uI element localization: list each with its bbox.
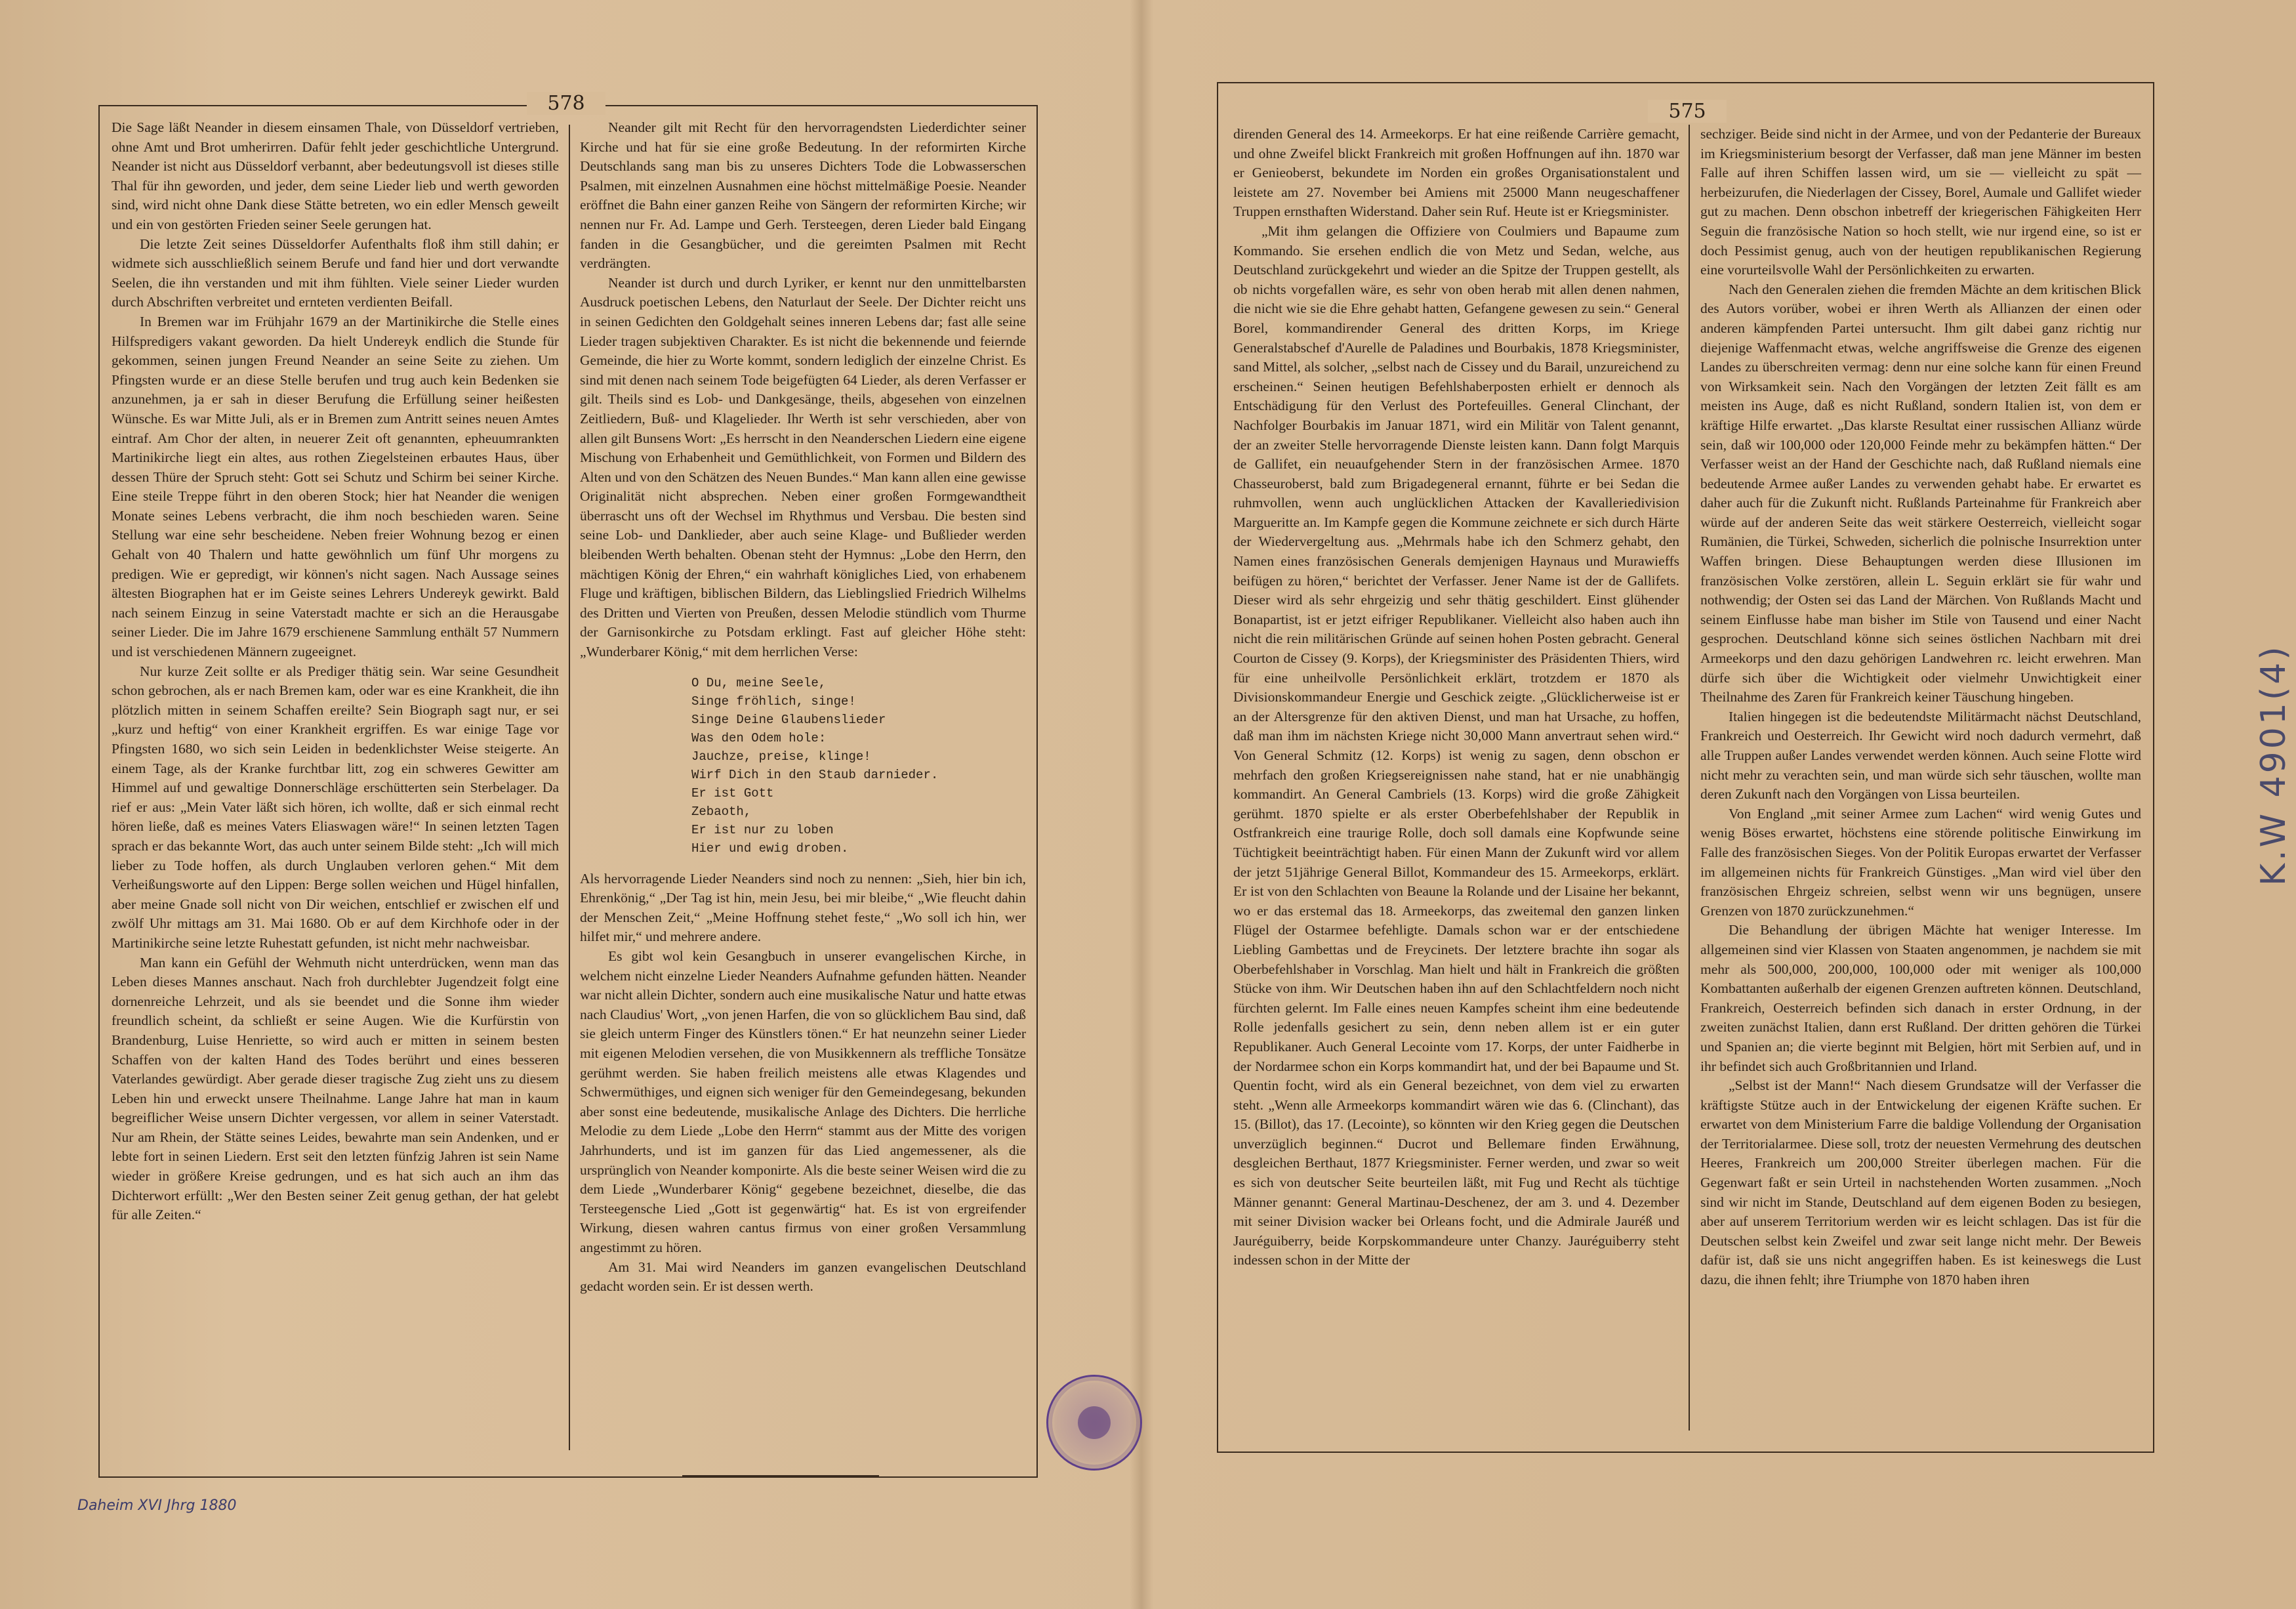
paragraph: Neander ist durch und durch Lyriker, er kennt nur den unmittelbarsten Ausdruck poetischen Lebens, den Naturlaut der Seele. Der Dichter reicht uns in seinen Gedichten den Goldgehalt seines inneren Lebens dar; fast alle seine Lieder tragen subjektiven Charakter. Es ist nicht die bekennende und feiernde Gemeinde, die hier zu Worte kommt, sondern lediglich der einzelne Christ. Es sind mit denen nach seinem Tode beigefügten 64 Lieder, als deren Verfasser er gilt. Theils sind es Lob- und Dankgesänge, theils, abgesehen von einzelnen Zeitliedern, Buß- und Klagelieder. Ihr Werth ist sehr verschieden, aber von allen gilt Bunsens Wort: „Es herrscht in den Neanderschen Liedern eine eigene Mischung von Erhabenheit und Gemüthlichkeit, von Formen und Bildern des Alten und von den Schätzen des Neuen Bundes.“ Man kann allen eine gewisse Originalität nicht absprechen. Neben einer großen Formgewandtheit überrascht uns oft der Wechsel im Rhythmus und Versbau. Die besten sind seine Lob- und Danklieder, aber auch seine Klage- und Bußlieder werden bleibenden Werth behalten. Obenan steht der Hymnus: „Lobe den Herrn, den mächtigen König der Ehren,“ ein wahrhaft königliches Lied, von erhabenem Fluge und kräftigen, biblischen Bildern, das Lieblingslied Friedrich Wilhelms des Dritten und Vierten von Preußen, dessen Melodie stündlich vom Thurme der Garnisonkirche zu Potsdam erklingt. Fast auf gleicher Höhe steht: „Wunderbarer König,“ mit dem herrlichen Verse:: [580, 274, 1026, 660]
center-fold: [1130, 0, 1153, 1609]
paragraph: Von England „mit seiner Armee zum Lachen“ wird wenig Gutes und wenig Böses erwartet, höchstens eine störende politische Einwirkung im Falle des französischen Sieges. Von der Politik Europas erwartet der Verfasser im allgemeinen nichts für Frankreich Günstiges. „Man wird viel über den französischen Ehrgeiz schreien, selbst wenn wir uns begnügen, unsere Grenzen von 1870 zurückzunehmen.“: [1700, 805, 2141, 919]
paragraph: Am 31. Mai wird Neanders im ganzen evangelischen Deutschland gedacht worden sein. Er ist dessen werth.: [580, 1259, 1026, 1295]
paragraph: Nach den Generalen ziehen die fremden Mächte an dem kritischen Blick des Autors vorüber, wobei er ihren Werth als Allianzen der einen oder anderen kämpfenden Partei untersucht. Ihm gilt dabei ganz richtig nur diejenige Waffenmacht etwas, welche angriffsweise die Grenze des eigenen Landes zu überschreiten vermag: denn nur eine solche kann für einen Freund von Wirksamkeit sein. Nach den Vorgängen der letzten Zeit fällt es am meisten ins Auge, daß es nicht Rußland, sondern Italien ist, von dem er kräftige Hilfe erwartet. „Das klarste Resultat einer russischen Allianz würde sein, daß wir 100,000 oder 120,000 Feinde mehr zu bekämpfen hätten.“ Der Verfasser weist an der Hand der Geschichte nach, daß Rußland niemals eine bedeutende Armee außer Landes zu verwenden gehabt habe. Er erwartet es daher auch für die Zukunft nicht. Rußlands Parteinahme für Frankreich aber würde auf der anderen Seite das weit stärkere Oesterreich, vielleicht sogar Rumänien, die Türkei, Schweden, sicherlich die polnische Insurrektion unter Waffen bringen. Diese Behauptungen werden diese Illusionen im französischen Volke zerstören, allein L. Seguin erklärt sie für wahr und nothwendig; der Osten sei das Land der Märchen. Von Rußlands Macht und seinem Einflusse habe man bisher im Stile von Tausend und einer Nacht gesprochen. Deutschland könne sich seines östlichen Nachbarn mit drei Armeekorps und den dazu gehörigen Landwehren rc. leicht erwehren. Man dürfe sich über die Wichtigkeit oder vielmehr Unwichtigkeit einer Theilnahme des Zaren für Frankreich keiner Täuschung hingeben.: [1700, 281, 2141, 705]
paragraph: In Bremen war im Frühjahr 1679 an der Martinikirche die Stelle eines Hilfspredigers vakant geworden. Da hielt Undereyk endlich die Stunde für gekommen, seinen jungen Freund Neander an seine Seite zu ziehen. Um Pfingsten wurde er an diese Stelle berufen und trug auch kein Bedenken sie anzunehmen, ja er sah in dieser Berufung die Erfüllung seiner heißesten Wünsche. Es war Mitte Juli, als er in Bremen zum Antritt seines neuen Amtes eintraf. Am Chor der alten, in neuerer Zeit oft genannten, epheuumrankten Martinikirche liegt ein altes, aus rothen Ziegelsteinen erbautes Haus, über dessen Thüre der Spruch steht: Gott sei Schutz und Schirm bei seiner Kirche. Eine steile Treppe führt in den oberen Stock; hier hat Neander die wenigen Monate seines Lebens verbracht, die ihm noch beschieden waren. Seine Stellung war eine sehr bescheidene. Neben freier Wohnung bezog er einen Gehalt von 40 Thalern und hatte gewöhnlich um fünf Uhr morgens zu predigen. Wie er gepredigt, wir können's nicht sagen. Nach Aussage seines ältesten Biographen hat er im Geiste seines Lehrers Undereyk gewirkt. Bald nach seinem Einzug in seine Vaterstadt machte er sich an die Herausgabe seiner Lieder. Die im Jahre 1679 erschienene Sammlung enthält 57 Nummern und ist verschiedenen Männern zugeeignet.: [112, 313, 559, 660]
paragraph: „Mit ihm gelangen die Offiziere von Coulmiers und Bapaume zum Kommando. Sie ersehen endlich die von Metz und Sedan, welche, aus Deutschland zurückgekehrt und wieder an die Spitze der Truppen gestellt, als ob nichts vorgefallen wäre, es sehr von oben herab mit allen denen nahmen, die nicht wie sie die Ehre gehabt hatten, Gefangene gewesen zu sein.“ General Borel, kommandirender General des dritten Korps, im Kriege Generalstabschef d'Aurelle de Paladines und Bourbakis, 1878 Kriegsminister, sand Mittel, als solcher, „selbst nach de Cissey und du Barail, unzureichend zu erscheinen.“ Seinen heutigen Befehlshaberposten erhielt er dennoch als Entschädigung für den Verlust des Portefeuilles. General Clinchant, der Nachfolger Bourbakis im Januar 1871, wird ein Militär von Talent genannt, der an zweiter Stelle hervorragende Dienste leisten kann. Dann folgt Marquis de Gallifet, ein neuaufgehender Stern in der französischen Armee. 1870 Chasseuroberst, bald zum Brigadegeneral ernannt, führte er bei Sedan die ruhmvollen, wenn auch unglücklichen Attacken der Kavalleriedivision Margueritte an. Im Kampfe gegen die Kommune zeichnete er sich durch Härte der Wiedervergeltung aus. „Mehrmals habe ich den Schmerz gehabt, den Namen eines französischen Generals demjenigen Haynaus und Murawieffs beifügen zu hören,“ berichtet der Verfasser. Jener Name ist der de Gallifets. Dieser wird als sehr ehrgeizig und sehr thätig geschildert. Einst glühender Bonapartist, ist er jetzt eifriger Republikaner. Vielleicht also haben auch ihn nicht die rein militärischen Gründe auf seinen hohen Posten gebracht. General Courton de Cissey (9. Korps), der Kriegsminister des Präsidenten Thiers, wird für eine unheilvolle Persönlichkeit erklärt, trotzdem er 1870 als Divisionskommandeur Energie und Geschick zeigte. „Glücklicherweise ist er an der Altersgrenze für den aktiven Dienst, und man hat Ursache, zu hoffen, daß man ihm im nächsten Kriege nicht 30,000 Mann anvertraut sehen wird.“ Von General Schmitz (12. Korps) ist wenig zu sagen, denn obschon er mehrfach den großen Kriegsereignissen nahe stand, hat er nie unabhängig kommandirt. An General Cambriels (13. Korps) wird die große Zähigkeit gerühmt. 1870 spielte er als erster Oberbefehlshaber der Republik in Ostfrankreich eine traurige Rolle, doch soll damals eine Kopfwunde seine Tüchtigkeit beeinträchtigt haben. Für einen Mann der Zukunft wird vor allem der jetzt 51jährige General Billot, Kommandeur des 15. Armeekorps, erklärt. Er ist von den Schlachten von Beaune la Rolande und der Lisaine her bekannt, wo er das erstemal das 18. Armeekorps, das zweitemal den ganzen linken Flügel der Ostarmee befehligte. Damals schon war er der entschiedene Liebling Gambettas und de Freycinets. Der letztere brachte ihn sogar als Oberbefehlshaber in Vorschlag. Man hielt und hält in Frankreich die größten Stücke von ihm. Wir Deutschen haben ihn auf den Schlachtfeldern noch nicht fürchten gelernt. Im Falle eines neuen Kampfes scheint ihm eine bedeutende Rolle jedenfalls gesichert zu sein, denn neben allem ist er ein guter Republikaner. Auch General Lecointe vom 17. Korps, der unter Faidherbe in der Nordarmee schon ein Korps kommandirt hat, und der bei Bapaume und St. Quentin focht, wird als ein General bezeichnet, von dem viel zu erwarten steht. „Wenn alle Armeekorps kommandirt wären wie das 6. (Clinchant), das 15. (Billot), das 17. (Lecointe), so könnten wir den Krieg gegen die Deutschen unverzüglich beginnen.“ Ducrot und Bellemare finden Erwähnung, desgleichen Berthaut, 1877 Kriegsminister. Ferner werden, und zwar so weit es sich von deutscher Seite beurteilen läßt, mit Fug und Recht als tüchtige Männer genannt: General Martinau-Deschenez, der am 3. und 4. Dezember mit seiner Division wacker bei Orleans focht, und die Admirale Jauréß und Jauréguiberry, beide Korpskommandeure unter Chanzy. Jauréguiberry steht indessen schon in der Mitte der: [1233, 222, 1679, 1268]
paragraph: sechziger. Beide sind nicht in der Armee, und von der Pedanterie der Bureaux im Kriegsministerium besorgt der Verfasser, daß man jene Männer im besten Falle auf ihren Schiffen lassen wird, um sie — vielleicht zu spät — herbeizurufen, die Niederlagen der Cissey, Borel, Aumale und Gallifet wieder gut zu machen. Denn obschon inbetreff der kriegerischen Fähigkeiten Herr Seguin die französische Nation so hoch stellt, wie nur irgend eine, so ist er doch Pessimist genug, auch von der heutigen republikanischen Regierung eine vorurteilsvolle Wahl der Persönlichkeiten zu erwarten.: [1700, 126, 2141, 278]
museum-stamp: [1046, 1375, 1142, 1471]
paragraph: direnden General des 14. Armeekorps. Er hat eine reißende Carrière gemacht, und ohne Zweifel blickt Frankreich mit großen Hoffnungen auf ihn. 1870 war er Genieoberst, bekundete im Norden ein großes Organisationstalent und leistete am 27. November bei Amiens mit 25000 Mann neugeschaffener Truppen ernsthaften Widerstand. Daher sein Ruf. Heute ist er Kriegsminister.: [1233, 126, 1679, 220]
stamp-emblem: [1078, 1406, 1111, 1439]
paragraph: Nur kurze Zeit sollte er als Prediger thätig sein. War seine Gesundheit schon gebrochen, als er nach Bremen kam, oder war es eine Krankheit, die ihn plötzlich mitten in seinem Schaffen ereilte? Sein Biograph sagt nur, er sei „kurz und heftig“ von einer Krankheit ergriffen. Es war einige Tage vor Pfingsten 1680, wo sich sein Leiden in bedenklichster Weise steigerte. An einem Tage, als der Kranke furchtbar litt, zog ein schweres Gewitter am Himmel auf und gewaltige Donnerschläge erschütterten sein Sterbelager. Da rief er aus: „Mein Vater läßt sich hören, ich wollte, daß er sich einmal recht hören ließe, daß es meines Vaters Eliaswagen wäre!“ In seinen letzten Tagen sprach er das bekannte Wort, das auch unter seinem Bilde steht: „Ich will mich lieber zu Tode hoffen, als durch Unglauben verloren gehen.“ Mit dem Verheißungsworte auf den Lippen: Berge sollen weichen und Hügel hinfallen, aber meine Gnade soll nicht von Dir weichen, entschlief er zwischen elf und zwölf Uhr mittags am 31. Mai 1680. Ob er auf dem Kirchhofe oder in der Martinikirche seine letzte Ruhestatt gefunden, ist nicht mehr nachweisbar.: [112, 663, 559, 951]
paragraph: Neander gilt mit Recht für den hervorragendsten Liederdichter seiner Kirche und hat für sie eine große Bedeutung. In der reformirten Kirche Deutschlands sang man bis zu unseres Dichters Tode die Lobwasserschen Psalmen, mit einzelnen Ausnahmen eine höchst mittelmäßige Poesie. Neander eröffnet die Bahn einer ganzen Reihe von Sängern der reformirten Kirche; wir nennen nur Fr. Ad. Lampe und Gerh. Tersteegen, deren Lieder bald Eingang fanden in die Gesangbücher, und die gereimten Psalmen mit Recht verdrängten.: [580, 119, 1026, 272]
right-column-divider: [1689, 125, 1690, 1431]
paragraph: Als hervorragende Lieder Neanders sind noch zu nennen: „Sieh, hier bin ich, Ehrenkönig,“ „Der Tag ist hin, mein Jesu, bei mir bleibe,“ „Wie fleucht dahin der Menschen Zeit,“ „Meine Hoffnung stehet feste,“ „Wo soll ich hin, wer hilfet mir,“ und mehrere andere.: [580, 870, 1026, 945]
handwritten-source-note: Daheim XVI Jhrg 1880: [77, 1497, 237, 1514]
archive-inventory-mark: K.W 4901(4): [2254, 644, 2293, 886]
paragraph: Italien hingegen ist die bedeutendste Militärmacht nächst Deutschland, Frankreich und Oesterreich. Ihr Gewicht wird noch dadurch vermehrt, daß alle Truppen außer Landes verwendet werden können. Auch seine Flotte wird nicht mehr zu verachten sein, und man würde sich sehr täuschen, wollte man deren Zukunft nach den Vorgängen von Lissa beurteilen.: [1700, 708, 2141, 803]
paragraph: Die Sage läßt Neander in diesem einsamen Thale, von Düsseldorf vertrieben, ohne Amt und Brot umherirren. Dafür fehlt jeder geschichtliche Untergrund. Neander ist nicht aus Düsseldorf verbannt, aber bedeutungsvoll ist dieses stille Thal für ihn geworden, und jeder, dem seine Lieder lieb und werth geworden sind, wird nicht ohne Dank diese Stätte betreten, wo ein edler Mensch geweilt und ein von gestörten Frieden seiner Seele gerungen hat.: [112, 119, 559, 232]
right-page-column-2: [1700, 125, 2141, 1290]
paragraph: „Selbst ist der Mann!“ Nach diesem Grundsatze will der Verfasser die kräftigste Stütze auch in der Entwickelung der eigenen Kräfte suchen. Er erwartet von dem Ministerium Farre die baldige Vollendung der Organisation der Territorialarmee. Diese soll, trotz der neuesten Vermehrung des deutschen Heeres, Frankreich um 200,000 Streiter überlegen machen. Für die Gegenwart faßt er sein Urteil in nachstehenden Worten zusammen. „Noch sind wir nicht im Stande, Deutschland auf dem eigenen Boden zu besiegen, aber auf unserem Territorium werden wir es leicht schlagen. Das ist für die Deutschen selbst kein Zweifel und zwar seit lange nicht mehr. Der Beweis dafür ist, daß sie uns nicht angegriffen haben. Es ist keineswegs die Lust dazu, die ihnen fehlt; ihre Triumphe von 1870 haben ihren: [1700, 1077, 2141, 1288]
left-page-column-2: [580, 118, 1026, 1297]
right-page-column-1: [1233, 125, 1679, 1270]
hymn-verse: O Du, meine Seele, Singe fröhlich, singe! Singe Deine Glaubenslieder Was den Odem hole: Jauchze, preise, klinge! Wirf Dich in den Staub darnieder. Er ist Gott Zebaoth, Er ist nur zu loben Hier und ewig droben.: [691, 675, 939, 856]
right-page-number: 575: [1648, 100, 1727, 123]
left-page-end-rule: [682, 1475, 879, 1476]
left-page-column-1: [112, 118, 559, 1225]
paragraph: Man kann ein Gefühl der Wehmuth nicht unterdrücken, wenn man das Leben dieses Mannes anschaut. Nach froh durchlebter Jugendzeit folgt eine dornenreiche Lehrzeit, und als sie beendet und die Sonne ihm wieder freundlich scheint, da schließt er seine Augen. Wie die Kurfürstin von Brandenburg, Luise Henriette, so wird auch er mitten in seinem besten Schaffen von der kalten Hand des Todes berührt und eines besseren Vaterlandes gewürdigt. Aber gerade dieser tragische Zug zieht uns zu diesem Leben hin und erweckt unsere Theilnahme. Lange Jahre hat man in kaum begreiflicher Weise unsern Dichter vergessen, vor allem in seiner Vaterstadt. Nur am Rhein, der Stätte seines Leides, bewahrte man sein Andenken, und er lebte fort in seinen Liedern. Erst seit den letzten fünfzig Jahren ist sein Name wieder in größere Kreise gedrungen, und es hat sich auch an ihm das Dichterwort erfüllt: „Wer den Besten seiner Zeit genug gethan, der hat gelebt für alle Zeiten.“: [112, 954, 559, 1223]
paragraph: Es gibt wol kein Gesangbuch in unserer evangelischen Kirche, in welchem nicht einzelne Lieder Neanders Aufnahme gefunden hätten. Neander war nicht allein Dichter, sondern auch eine musikalische Natur und hatte etwas nach Claudius' Wort, „von jenen Harfen, die von so glücklichem Bau sind, daß sie gleich unterm Finger des Künstlers tönen.“ Er hat neunzehn seiner Lieder mit eigenen Melodien versehen, die von Musikkennern als treffliche Tonsätze gerühmt werden. Sie haben freilich meistens alle etwas Klagendes und Schwermüthiges, und eignen sich weniger für den Gemeindegesang, bekunden aber sonst eine bedeutende, musikalische Anlage des Dichters. Die herrliche Melodie zu dem Liede „Lobe den Herrn“ stammt aus der Mitte des vorigen Jahrhunderts, und ist im ganzen für das Lied angemessener, als die ursprünglich von Neander komponirte. Als die beste seiner Weisen wird die zu dem Liede „Wunderbarer König“ gegebene bezeichnet, dieselbe, die das Tersteegensche Lied „Gott ist gegenwärtig“ hat. Es ist von ergreifender Wirkung, diesen wahren cantus firmus von einer großen Versammlung angestimmt zu hören.: [580, 948, 1026, 1255]
paragraph: Die letzte Zeit seines Düsseldorfer Aufenthalts floß ihm still dahin; er widmete sich ausschließlich seinem Berufe und fand hier und dort verwandte Seelen, die ihn verstanden und mit ihm fühlten. Viele seiner Lieder wurden durch Abschriften verbreitet und ernteten verdienten Beifall.: [112, 236, 559, 310]
left-page-number: 578: [527, 92, 605, 115]
paragraph: Die Behandlung der übrigen Mächte hat weniger Interesse. Im allgemeinen sind vier Klassen von Staaten angenommen, je nachdem sie mit mehr als 500,000, 200,000, 100,000 oder mit weniger als 100,000 Kombattanten außerhalb der eigenen Grenzen auftreten können. Deutschland, Frankreich, Oesterreich befinden sich danach in erster Ordnung, in der zweiten zunächst Italien, dann erst Rußland. Der dritten gehören die Türkei und Spanien an; die vierte beginnt mit Belgien, hört mit Serbien auf, und in ihr befindet sich auch Großbritannien und Irland.: [1700, 922, 2141, 1074]
left-column-divider: [569, 125, 570, 1450]
